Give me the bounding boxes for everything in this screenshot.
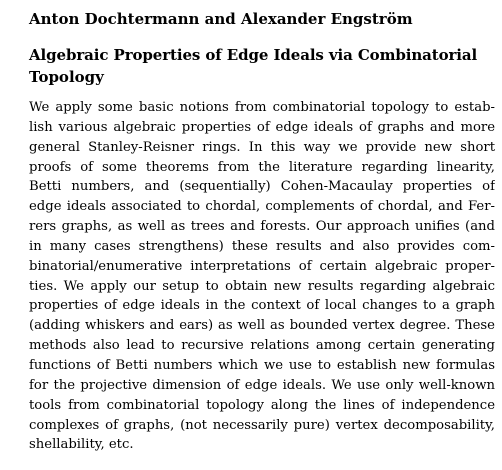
abstract-line: ties. We apply our setup to obtain new results regarding algebraic [29, 278, 495, 294]
abstract-line: lish various algebraic properties of edge ideals of graphs and more [29, 119, 495, 135]
abstract-line: proofs of some theorems from the literature regarding linearity, [29, 159, 495, 175]
abstract-line: general Stanley-Reisner rings. In this way we provide new short [29, 139, 495, 155]
title-line: Algebraic Properties of Edge Ideals via Combinatorial [29, 46, 478, 64]
abstract-text [29, 98, 495, 455]
abstract-line: We apply some basic notions from combinatorial topology to estab- [29, 100, 495, 115]
abstract-line: (adding whiskers and ears) as well as bounded vertex degree. These [29, 318, 495, 334]
paper-title [29, 44, 479, 88]
abstract-line: functions of Betti numbers which we use to establish new formulas [29, 357, 495, 373]
abstract-line: tools from combinatorial topology along the lines of independence [29, 397, 495, 413]
abstract-line: edge ideals associated to chordal, complements of chordal, and Fer- [29, 199, 495, 215]
abstract-line: properties of edge ideals in the context of local changes to a graph [29, 298, 495, 314]
abstract-line: shellability, etc. [29, 437, 134, 453]
abstract-line: binatorial/enumerative interpretations of certain algebraic proper- [29, 258, 495, 274]
abstract-line: rers graphs, as well as trees and forests. Our approach unifies (and [29, 219, 495, 235]
abstract-line: methods also lead to recursive relations among certain generating [29, 338, 495, 354]
title-line: Topology [29, 68, 104, 86]
abstract-line: in many cases strengthens) these results and also provides com- [29, 238, 495, 254]
abstract-line: Betti numbers, and (sequentially) Cohen-Macaulay properties of [29, 179, 495, 195]
abstract-line: complexes of graphs, (not necessarily pure) vertex decomposability, [29, 417, 495, 433]
abstract-line: for the projective dimension of edge ideals. We use only well-known [29, 377, 495, 393]
author-names: Anton Dochtermann and Alexander Engström [29, 10, 413, 28]
